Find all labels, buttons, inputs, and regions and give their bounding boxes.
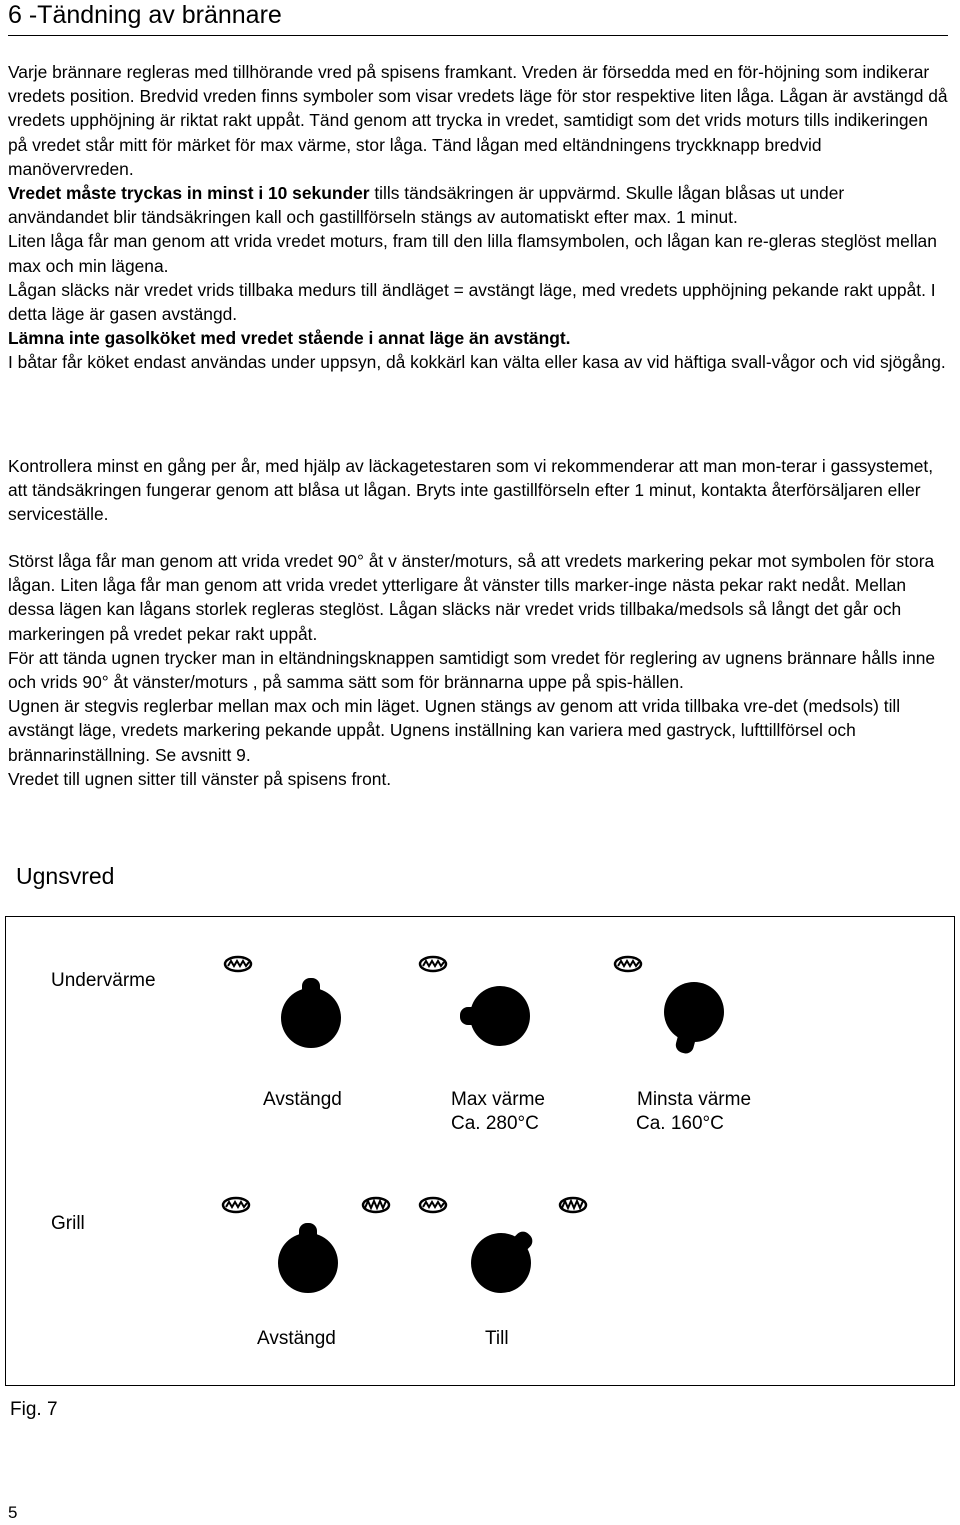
paragraph-2-rest: tills tändsäkringen är uppvärmd. Skulle lågan blåsas ut under användandet blir tändsäkringen kall och gastillförseln stängs av automatiskt efter max. 1 minut. xyxy=(8,183,845,228)
grill-icon xyxy=(557,1194,589,1216)
flame-small-icon xyxy=(417,1194,449,1216)
instructions-block-3 xyxy=(8,549,948,791)
paragraph-5 xyxy=(8,326,948,350)
grill-icon xyxy=(360,1194,392,1216)
page-title: 6 -Tändning av brännare xyxy=(8,1,282,29)
row2-caption-off: Avstängd xyxy=(257,1328,336,1349)
flame-small-icon xyxy=(612,953,644,975)
oven-knob-figure xyxy=(5,916,955,1386)
flame-small-icon xyxy=(220,1194,252,1216)
figure-heading: Ugnsvred xyxy=(16,863,115,889)
flame-small-icon xyxy=(417,953,449,975)
row1-caption-off: Avstängd xyxy=(263,1089,342,1110)
flame-small-icon xyxy=(222,953,254,975)
grill-knob-off-icon xyxy=(268,1217,348,1297)
row1-caption-min-temp: Ca. 160°C xyxy=(636,1113,724,1134)
row2-label: Grill xyxy=(51,1213,85,1234)
paragraph-7: Kontrollera minst en gång per år, med hjälp av läckagetestaren som vi rekommenderar att man mon-terar i gassystemet, att tändsäkringen fungerar genom att blåsa ut lågan. Bryts inte gastillförseln efter 1 minut, kontakta återförsäljaren eller serviceställe. xyxy=(8,456,934,525)
paragraph-5-bold: Lämna inte gasolköket med vredet stående i annat läge än avstängt. xyxy=(8,328,571,349)
title-underline xyxy=(8,35,948,36)
paragraph-2 xyxy=(8,181,948,229)
row1-label: Undervärme xyxy=(51,970,156,991)
instructions-block-1 xyxy=(8,60,948,375)
paragraph-10: Ugnen är stegvis reglerbar mellan max och min läget. Ugnen stängs av genom att vrida tillbaka vre-det (medsols) till avstängt läge, vredets markering pekande uppåt. Ugnens inställning kan variera med gastryck, lufttillförsel och brännarinställning. Se avsnitt 9. xyxy=(8,696,901,765)
paragraph-6: I båtar får köket endast användas under uppsyn, då kokkärl kan välta eller kasa av vid häftiga svall-vågor och vid sjögång. xyxy=(8,352,946,373)
knob-max-icon xyxy=(456,972,536,1052)
row2-caption-on: Till xyxy=(485,1328,509,1349)
paragraph-9: För att tända ugnen trycker man in eltändningsknappen samtidigt som vredet för reglering av ugnens brännare hålls inne och vrids 90° åt vänster/moturs , på samma sätt som för brännarna uppe på spis-hällen. xyxy=(8,647,936,693)
paragraph-2-bold: Vredet måste tryckas in minst i 10 sekunder xyxy=(8,183,370,204)
grill-knob-on-icon xyxy=(461,1217,541,1297)
row1-caption-max: Max värme xyxy=(451,1089,545,1110)
figure-caption: Fig. 7 xyxy=(10,1399,58,1420)
paragraph-4: Lågan släcks när vredet vrids tillbaka medurs till ändläget = avstängt läge, med vredets upphöjning pekande rakt uppåt. I detta läge är gasen avstängd. xyxy=(8,279,936,325)
page-number: 5 xyxy=(8,1503,18,1522)
knob-min-icon xyxy=(654,972,734,1052)
knob-off-icon xyxy=(271,972,351,1052)
paragraph-1: Varje brännare regleras med tillhörande vred på spisens framkant. Vreden är försedda med en för-höjning som indikerar vredets position. Bredvid vreden finns symboler som visar vredets läge för stor respektive liten låga. Lågan är avstängd då vredets upphöjning är riktat rakt uppåt. Tänd genom att trycka in vredet, samtidigt som det vrids moturs tills indikeringen på vredet står mitt för märket för max värme, stor låga. Tänd lågan med eltändningens tryckknapp bredvid manövervreden. xyxy=(8,62,948,179)
paragraph-11: Vredet till ugnen sitter till vänster på spisens front. xyxy=(8,768,392,789)
row1-caption-max-temp: Ca. 280°C xyxy=(451,1113,539,1134)
paragraph-3: Liten låga får man genom att vrida vredet moturs, fram till den lilla flamsymbolen, och lågan kan re-gleras steglöst mellan max och min lägena. xyxy=(8,231,937,276)
row1-caption-min: Minsta värme xyxy=(637,1089,752,1110)
paragraph-8: Störst låga får man genom att vrida vredet 90° åt v änster/moturs, så att vredets markering pekar mot symbolen för stora lågan. Liten låga får man genom att vrida vredet ytterligare åt vänster tills marker-inge nästa pekar rakt nedåt. Mellan dessa lägen kan lågans storlek regleras steglöst. Lågan släcks när vredet vrids tillbaka/medsols så långt det går och markeringen på vredet pekar rakt uppåt. xyxy=(8,551,935,644)
instructions-block-2 xyxy=(8,454,948,527)
